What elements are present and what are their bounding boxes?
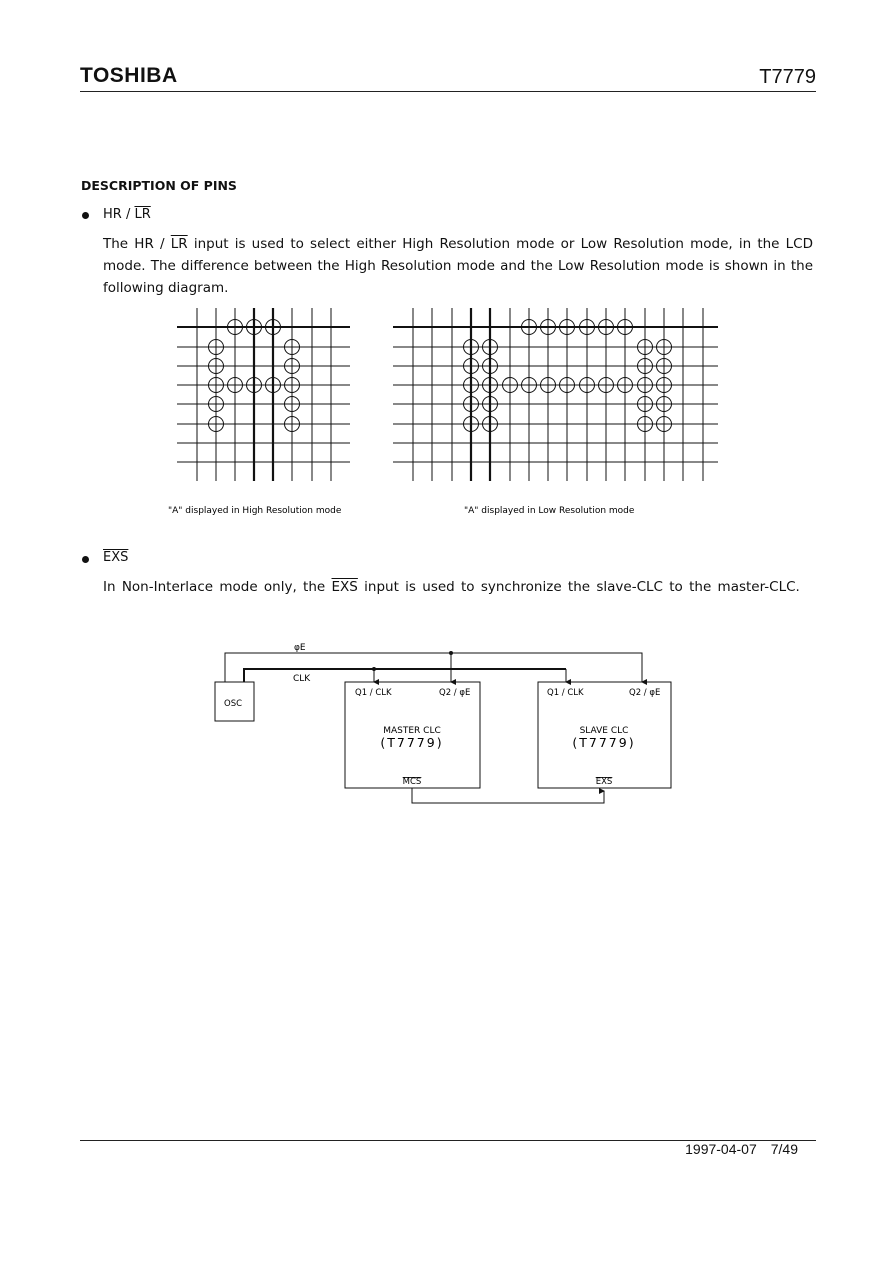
master-name: MASTER CLC <box>383 726 441 736</box>
sync-block-diagram <box>0 600 892 830</box>
caption-low-resolution: "A" displayed in Low Resolution mode <box>464 506 635 516</box>
footer <box>685 1141 798 1157</box>
pin-label-exs: $\overline{EXS}$ <box>103 550 129 565</box>
bullet-icon <box>82 556 89 563</box>
master-mcs-pin: MCS <box>402 777 422 787</box>
slave-exs-pin: EXS <box>595 777 613 787</box>
footer-page: 7/49 <box>770 1141 798 1157</box>
hrlr-description: The HR / $\overline{LR}$ input is used to select either High Resolution mode or Low Resolution mode, in the LCD mode. The difference between the High Resolution mode and the Low Resolution mode is shown in the following diagram. <box>103 236 814 296</box>
grid-low-resolution <box>393 308 718 481</box>
slave-name: SLAVE CLC <box>579 726 629 736</box>
junction-dot <box>449 651 453 655</box>
phi-e-label: φE <box>294 643 306 653</box>
master-q2-label: Q2 / φE <box>439 688 471 698</box>
master-q1-label: Q1 / CLK <box>355 688 392 698</box>
mcs-to-exs-line <box>412 788 604 803</box>
pin-label-hrlr: HR / $\overline{LR}$ <box>103 207 151 222</box>
osc-label: OSC <box>224 699 243 709</box>
clk-label: CLK <box>293 674 311 684</box>
slave-q2-label: Q2 / φE <box>629 688 661 698</box>
grid-high-resolution <box>177 308 350 481</box>
part-number: T7779 <box>759 66 816 88</box>
slave-q1-label: Q1 / CLK <box>547 688 584 698</box>
toshiba-logo: TOSHIBA <box>80 64 178 87</box>
slave-part: (T7779) <box>572 735 636 750</box>
caption-high-resolution: "A" displayed in High Resolution mode <box>168 506 342 516</box>
footer-date: 1997-04-07 <box>685 1141 757 1157</box>
exs-description: In Non-Interlace mode only, the $\overline{EXS}$ input is used to synchronize the slave-CLC to the master-CLC. <box>103 579 800 595</box>
phi-e-line <box>225 653 642 682</box>
junction-dot <box>372 667 376 671</box>
master-part: (T7779) <box>380 735 444 750</box>
section-title: DESCRIPTION OF PINS <box>81 178 237 193</box>
resolution-diagram <box>0 0 892 540</box>
